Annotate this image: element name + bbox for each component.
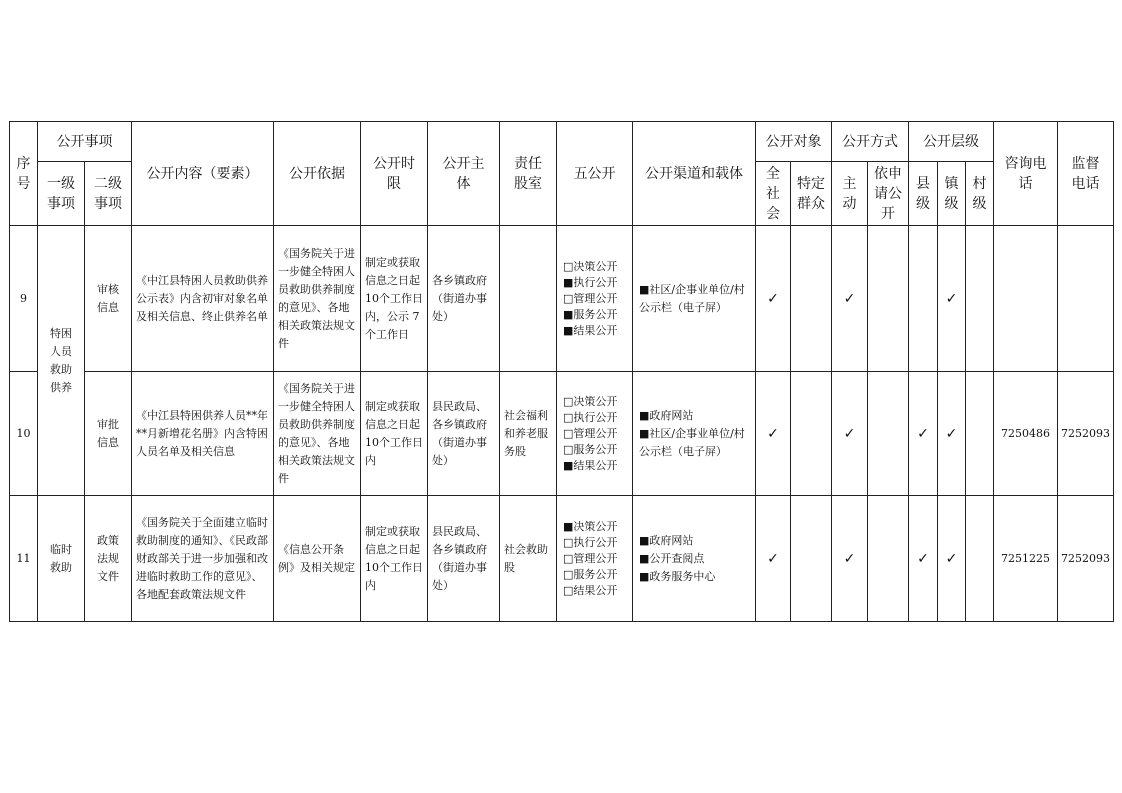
cell-target-specific (791, 496, 832, 622)
cell-level1: 临时救助 (38, 496, 85, 622)
cell-supervise-phone: 7252093 (1058, 372, 1114, 496)
cell-content: 《国务院关于全面建立临时救助制度的通知》、《民政部 财政部关于进一步加强和改进临时救助工作的意见》、各地配套政策法规文件 (132, 496, 274, 622)
table-row (10, 496, 1114, 622)
cell-dept: 社会救助股 (500, 496, 557, 622)
cell-subject: 县民政局、各乡镇政府（街道办事处） (428, 496, 500, 622)
cell-tier-village (966, 372, 994, 496)
header-level2: 二级事项 (85, 162, 132, 226)
cell-time-limit: 制定或获取信息之日起 10个工作日内，公示 7 个工作日 (361, 226, 428, 372)
cell-supervise-phone: 7252093 (1058, 496, 1114, 622)
cell-five: □决策公开 □执行公开 □管理公开 □服务公开 ■结果公开 (557, 372, 633, 496)
header-channel: 公开渠道和载体 (633, 122, 756, 226)
disclosure-table (9, 121, 1114, 622)
header-supervise-phone: 监督电话 (1058, 122, 1114, 226)
cell-content: 《中江县特困供养人员**年**月新增花名册》内含特困人员名单及相关信息 (132, 372, 274, 496)
cell-five: □决策公开 ■执行公开 □管理公开 ■服务公开 ■结果公开 (557, 226, 633, 372)
cell-mode-apply (868, 226, 909, 372)
header-mode-apply: 依申请公开 (868, 162, 909, 226)
cell-basis: 《国务院关于进一步健全特困人员救助供养制度的意见》、各地相关政策法规文件 (274, 226, 361, 372)
cell-subject: 各乡镇政府（街道办事处） (428, 226, 500, 372)
cell-content: 《中江县特困人员救助供养公示表》内含初审对象名单及相关信息、终止供养名单 (132, 226, 274, 372)
cell-tier-county (909, 226, 938, 372)
table-row (10, 226, 1114, 372)
cell-mode-apply (868, 496, 909, 622)
cell-channel: ■政府网站 ■社区/企事业单位/村公示栏（电子屏） (633, 372, 756, 496)
header-basis: 公开依据 (274, 122, 361, 226)
table-row (10, 372, 1114, 496)
header-five: 五公开 (557, 122, 633, 226)
cell-target-all: ✓ (756, 372, 791, 496)
cell-tier-village (966, 226, 994, 372)
cell-dept: 社会福利和养老服务股 (500, 372, 557, 496)
header-seq: 序号 (10, 122, 38, 226)
cell-time-limit: 制定或获取信息之日起 10个工作日内 (361, 496, 428, 622)
header-level1: 一级事项 (38, 162, 85, 226)
header-tier-village: 村级 (966, 162, 994, 226)
cell-channel: ■社区/企事业单位/村公示栏（电子屏） (633, 226, 756, 372)
cell-tier-town: ✓ (938, 372, 966, 496)
header-matter: 公开事项 (38, 122, 132, 162)
header-target-specific: 特定群众 (791, 162, 832, 226)
cell-tier-county: ✓ (909, 372, 938, 496)
header-subject: 公开主体 (428, 122, 500, 226)
cell-supervise-phone (1058, 226, 1114, 372)
cell-tier-county: ✓ (909, 496, 938, 622)
cell-mode-active: ✓ (832, 372, 868, 496)
cell-basis: 《信息公开条例》及相关规定 (274, 496, 361, 622)
cell-target-all: ✓ (756, 496, 791, 622)
cell-basis: 《国务院关于进一步健全特困人员救助供养制度的意见》、各地相关政策法规文件 (274, 372, 361, 496)
cell-mode-active: ✓ (832, 226, 868, 372)
cell-dept (500, 226, 557, 372)
cell-level2: 审核信息 (85, 226, 132, 372)
header-dept: 责任股室 (500, 122, 557, 226)
cell-consult-phone (994, 226, 1058, 372)
cell-seq: 11 (10, 496, 38, 622)
cell-tier-town: ✓ (938, 226, 966, 372)
cell-target-specific (791, 226, 832, 372)
cell-time-limit: 制定或获取信息之日起 10个工作日内 (361, 372, 428, 496)
header-tier-county: 县级 (909, 162, 938, 226)
cell-target-all: ✓ (756, 226, 791, 372)
header-tier: 公开层级 (909, 122, 994, 162)
cell-consult-phone: 7250486 (994, 372, 1058, 496)
header-target-all: 全社会 (756, 162, 791, 226)
cell-seq: 10 (10, 372, 38, 496)
header-target: 公开对象 (756, 122, 832, 162)
cell-tier-village (966, 496, 994, 622)
header-mode: 公开方式 (832, 122, 909, 162)
header-consult-phone: 咨询电话 (994, 122, 1058, 226)
cell-subject: 县民政局、各乡镇政府（街道办事处） (428, 372, 500, 496)
cell-level2: 审批信息 (85, 372, 132, 496)
cell-target-specific (791, 372, 832, 496)
cell-tier-town: ✓ (938, 496, 966, 622)
header-time-limit: 公开时限 (361, 122, 428, 226)
cell-seq: 9 (10, 226, 38, 372)
cell-level1-group: 特困人员救助供养 (38, 226, 85, 496)
cell-channel: ■政府网站 ■公开查阅点 ■政务服务中心 (633, 496, 756, 622)
cell-mode-active: ✓ (832, 496, 868, 622)
cell-level2: 政策法规文件 (85, 496, 132, 622)
header-tier-town: 镇级 (938, 162, 966, 226)
cell-mode-apply (868, 372, 909, 496)
cell-five: ■决策公开 □执行公开 □管理公开 □服务公开 □结果公开 (557, 496, 633, 622)
header-mode-active: 主动 (832, 162, 868, 226)
cell-consult-phone: 7251225 (994, 496, 1058, 622)
header-content: 公开内容（要素） (132, 122, 274, 226)
